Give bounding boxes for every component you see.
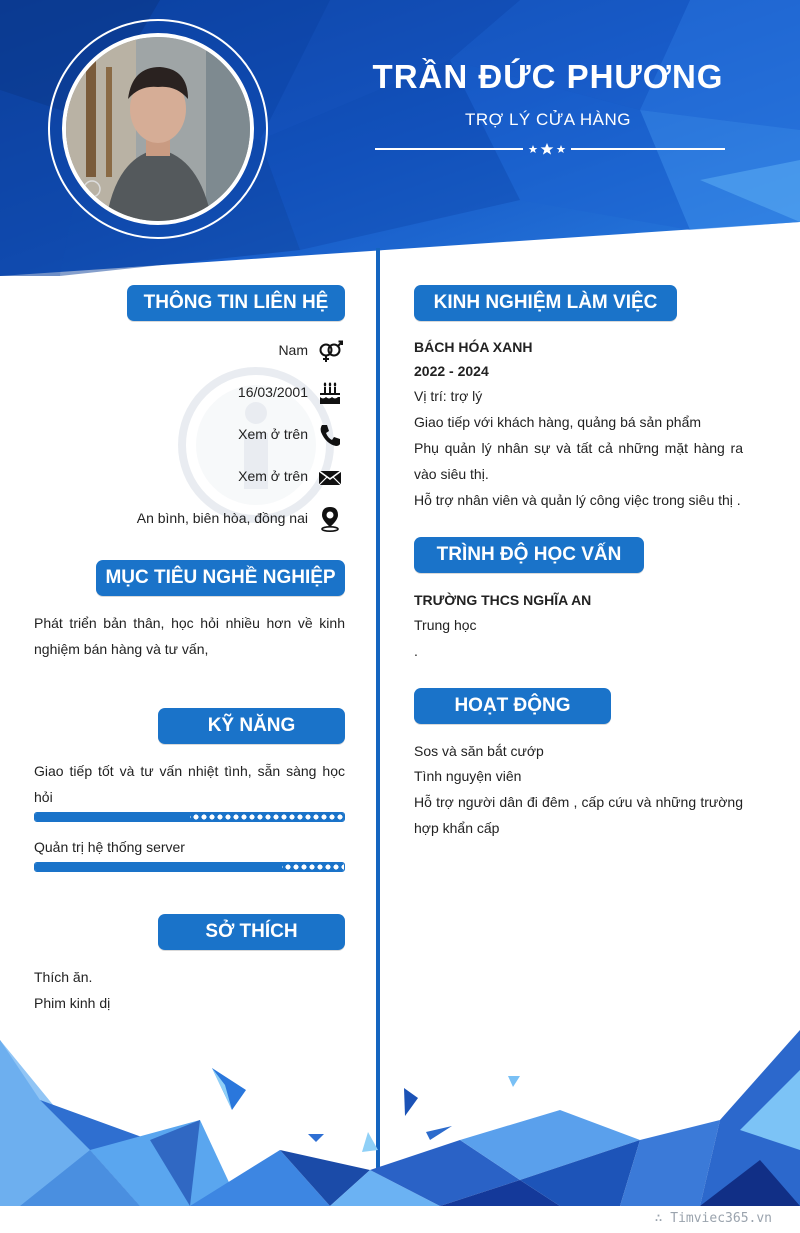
- avatar: [62, 33, 254, 225]
- work-period: 2022 - 2024: [414, 363, 489, 379]
- job-title: TRỢ LÝ CỬA HÀNG: [464, 110, 631, 129]
- education-level: Trung học: [414, 617, 477, 633]
- activity-line: Sos và săn bắt cướp: [414, 743, 544, 759]
- hobby-item: Thích ăn.: [34, 969, 93, 985]
- star-icon: [541, 143, 554, 155]
- candidate-name: TRẦN ĐỨC PHƯƠNG: [372, 58, 724, 95]
- contact-heading: THÔNG TIN LIÊN HỆ: [127, 285, 345, 321]
- skill-bar-fill: [35, 813, 190, 821]
- objective-heading: MỤC TIÊU NGHỀ NGHIỆP: [96, 560, 345, 596]
- email-text: Xem ở trên: [238, 468, 308, 484]
- watermark-text: Timviec365.vn: [670, 1211, 772, 1226]
- site-watermark: ∴ Timviec365.vn: [654, 1211, 772, 1226]
- contact-email: [100, 464, 345, 490]
- hobby-item: Phim kinh dị: [34, 995, 111, 1011]
- activity-line: Hỗ trợ người dân đi đêm , cấp cứu và những trường hợp khẩn cấp: [414, 794, 743, 836]
- skill-bar-remaining: [190, 813, 345, 821]
- avatar-photo: [66, 37, 250, 221]
- star-icon: [529, 145, 538, 153]
- contact-address: [100, 506, 345, 532]
- star-icon: [557, 145, 566, 153]
- skill-bar: [34, 862, 345, 872]
- skill-bar-fill: [35, 863, 282, 871]
- experience-line: Phụ quản lý nhân sự và tất cả những mặt hàng ra vào siêu thị.: [414, 440, 743, 482]
- objective-text: Phát triển bản thân, học hỏi nhiều hơn về kinh nghiệm bán hàng và tư vấn,: [34, 615, 345, 657]
- hobbies-heading: SỞ THÍCH: [158, 914, 345, 950]
- birthday-text: 16/03/2001: [237, 384, 308, 400]
- experience-line: Vị trí: trợ lý: [414, 388, 483, 404]
- phone-text: Xem ở trên: [238, 426, 308, 442]
- footer-decoration: [0, 1030, 800, 1210]
- skill-bar-remaining: [282, 863, 344, 871]
- gender-icon: [317, 338, 343, 364]
- skills-heading: KỸ NĂNG: [158, 708, 345, 744]
- contact-birthday: [100, 380, 345, 406]
- birthday-cake-icon: [317, 380, 343, 406]
- contact-phone: [100, 422, 345, 448]
- company-name: BÁCH HÓA XANH: [414, 339, 533, 355]
- experience-line: Giao tiếp với khách hàng, quảng bá sản phẩm: [414, 414, 702, 430]
- education-note: .: [414, 643, 418, 659]
- skill-bar: [34, 812, 345, 822]
- school-name: TRƯỜNG THCS NGHĨA AN: [414, 592, 592, 608]
- activities-heading: HOẠT ĐỘNG: [414, 688, 611, 724]
- experience-line: Hỗ trợ nhân viên và quản lý công việc trong siêu thị .: [414, 492, 741, 508]
- experience-heading: KINH NGHIỆM LÀM VIỆC: [414, 285, 677, 321]
- activity-line: Tình nguyện viên: [414, 768, 522, 784]
- location-pin-icon: [317, 506, 343, 532]
- gender-text: Nam: [278, 342, 308, 358]
- title-divider: [375, 140, 725, 158]
- skill-name: Quản trị hệ thống server: [34, 839, 185, 855]
- email-icon: [317, 464, 343, 490]
- phone-icon: [317, 422, 343, 448]
- address-text: An bình, biên hòa, đồng nai: [136, 510, 308, 526]
- skill-name: Giao tiếp tốt và tư vấn nhiệt tình, sẵn sàng học hỏi: [34, 763, 345, 805]
- education-heading: TRÌNH ĐỘ HỌC VẤN: [414, 537, 644, 573]
- contact-gender: [100, 338, 345, 364]
